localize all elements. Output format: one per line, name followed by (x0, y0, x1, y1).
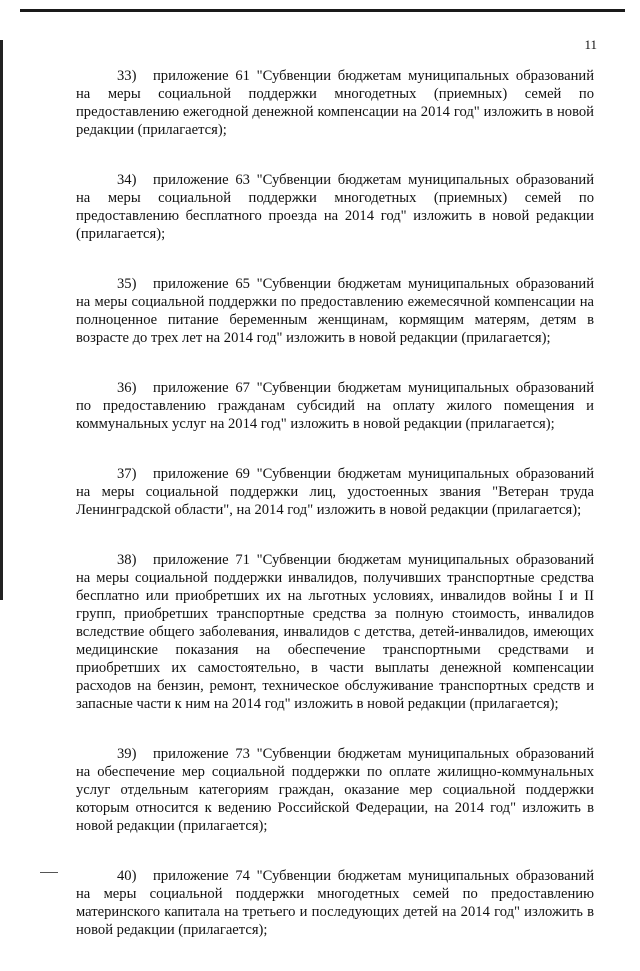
top-border-line (20, 9, 625, 12)
scan-mark (40, 872, 58, 873)
list-item-37 (76, 465, 594, 519)
list-item-text: приложение 61 "Субвенции бюджетам муниципальных образований на меры социальной поддержки многодетных (приемных) семей по предоставлению ежегодной денежной компенсации на 2014 год" изложить в новой редакции (прилагается); (76, 68, 594, 138)
list-item-35 (76, 275, 594, 347)
list-item-number: 40) (117, 868, 137, 884)
list-item-number: 36) (117, 380, 137, 396)
list-item-number: 37) (117, 466, 137, 482)
list-item-text: приложение 67 "Субвенции бюджетам муниципальных образований по предоставлению гражданам субсидий на оплату жилого помещения и коммунальных услуг на 2014 год" изложить в новой редакции (прилагается); (76, 380, 594, 432)
list-item-33 (76, 67, 594, 139)
list-item-text: приложение 69 "Субвенции бюджетам муниципальных образований на меры социальной поддержки лиц, удостоенных звания "Ветеран труда Ленинградской области", на 2014 год" изложить в новой редакции (прилагается); (76, 466, 594, 518)
list-item-text: приложение 73 "Субвенции бюджетам муниципальных образований на обеспечение мер социальной поддержки по оплате жилищно-коммунальных услуг отдельным категориям граждан, оказание мер социальной поддержки которым относится к ведению Российской Федерации, на 2014 год" изложить в новой редакции (прилагается); (76, 746, 594, 834)
list-item-text: приложение 74 "Субвенции бюджетам муниципальных образований на меры социальной поддержки многодетных семей по предоставлению материнского капитала на третьего и последующих детей на 2014 год" изложить в новой редакции (прилагается); (76, 868, 594, 938)
list-item-number: 35) (117, 276, 137, 292)
list-item-38 (76, 551, 594, 713)
list-item-34 (76, 171, 594, 243)
list-item-text: приложение 71 "Субвенции бюджетам муниципальных образований на меры социальной поддержки инвалидов, получивших транспортные средства бесплатно или приобретших их на льготных условиях, инвалидов войны I и II групп, приобретших транспортные средства за полную стоимость, инвалидов вследствие общего заболевания, инвалидов с детства, детей-инвалидов, имеющих медицинские показания на обеспечение транспортными средствами и приобретших их самостоятельно, в части выплаты денежной компенсации расходов на бензин, ремонт, техническое обслуживание транспортных средств и запасные части к ним на 2014 год" изложить в новой редакции (прилагается); (76, 552, 594, 712)
list-item-text: приложение 63 "Субвенции бюджетам муниципальных образований на меры социальной поддержки многодетных (приемных) семей по предоставлению бесплатного проезда на 2014 год" изложить в новой редакции (прилагается); (76, 172, 594, 242)
list-item-36 (76, 379, 594, 433)
list-item-number: 39) (117, 746, 137, 762)
list-item-number: 34) (117, 172, 137, 188)
page-number: 11 (584, 37, 597, 52)
document-body (76, 67, 594, 971)
list-item-39 (76, 745, 594, 835)
list-item-number: 38) (117, 552, 137, 568)
list-item-40 (76, 867, 594, 939)
left-border-line (0, 40, 3, 600)
list-item-text: приложение 65 "Субвенции бюджетам муниципальных образований на меры социальной поддержки по предоставлению ежемесячной компенсации на полноценное питание беременным женщинам, кормящим матерям, детям в возрасте до трех лет на 2014 год" изложить в новой редакции (прилагается); (76, 276, 594, 346)
list-item-number: 33) (117, 68, 137, 84)
